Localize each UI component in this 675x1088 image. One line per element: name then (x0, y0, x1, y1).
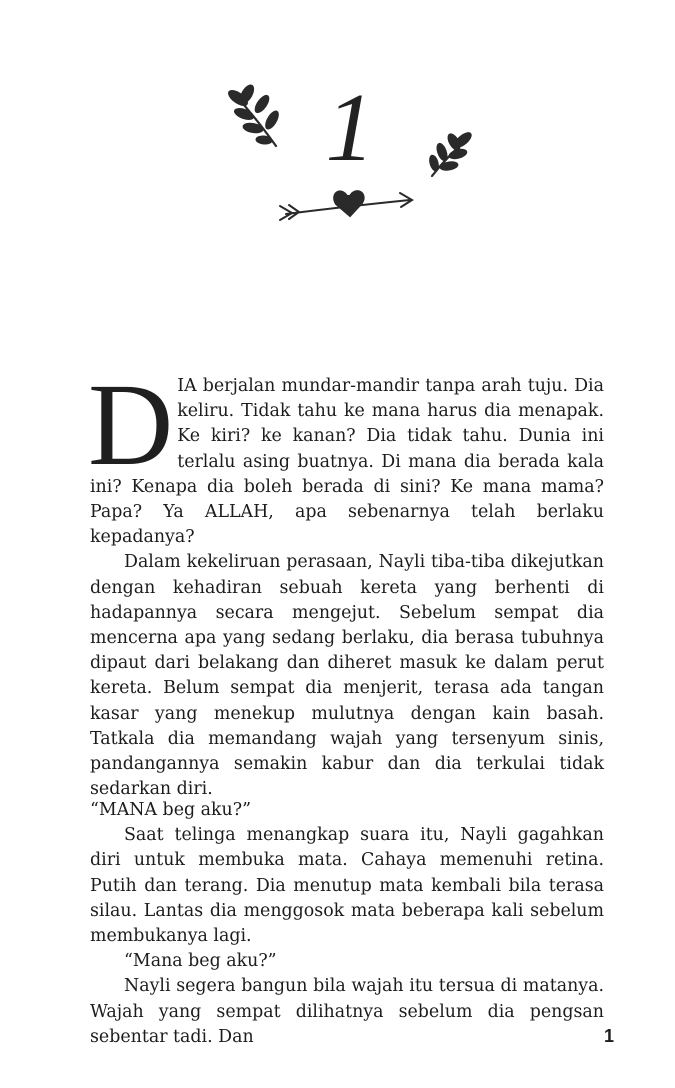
arrow-heart-icon (280, 191, 412, 220)
drop-cap: D (88, 359, 174, 490)
body-text-section-2 (90, 798, 604, 1050)
page-number: 1 (603, 1026, 614, 1046)
paragraph: Nayli segera bangun bila wajah itu tersua di matanya. Wajah yang sempat dilihatnya sebelum dia pengsan sebentar tadi. Dan (90, 976, 604, 1047)
paragraph: Saat telinga menangkap suara itu, Nayli gagahkan diri untuk membuka mata. Cahaya memenuhi retina. Putih dan terang. Dia menutup mata kembali bila terasa silau. Lantas dia menggosok mata beberapa kali sebelum membukanya lagi. (90, 825, 604, 947)
leaf-sprig-icon (226, 83, 281, 146)
body-text-section-1 (88, 359, 604, 802)
dialogue-paragraph: “Mana beg aku?” (124, 951, 277, 972)
paragraph: Dalam kekeliruan perasaan, Nayli tiba-tiba dikejutkan dengan kehadiran sebuah kereta yang berhenti di hadapannya secara mengejut. Sebelum sempat dia mencerna apa yang sedang berlaku, dia berasa tubuhnya dipaut dari belakang dan diheret masuk ke dalam perut kereta. Belum sempat dia menjerit, terasa ada tangan kasar yang menekup mulutnya dengan kain basah. Tatkala dia memandang wajah yang tersenyum sinis, pandangannya semakin kabur dan dia terkulai tidak sedarkan diri. (90, 552, 604, 800)
leaf-sprig-icon (428, 130, 473, 176)
opening-paragraph (88, 359, 604, 550)
dialogue-paragraph: “MANA beg aku?” (90, 800, 251, 820)
chapter-number: 1 (325, 74, 375, 182)
opening-paragraph-text: IA berjalan mundar-mandir tanpa arah tuju. Dia keliru. Tidak tahu ke mana harus dia menapak. Ke kiri? ke kanan? Dia tidak tahu. Dunia ini terlalu asing buatnya. Di mana dia berada kala ini? Kenapa dia boleh berada di sini? Ke mana mama? Papa? Ya ALLAH, apa sebenarnya telah berlaku kepadanya? (90, 376, 604, 548)
